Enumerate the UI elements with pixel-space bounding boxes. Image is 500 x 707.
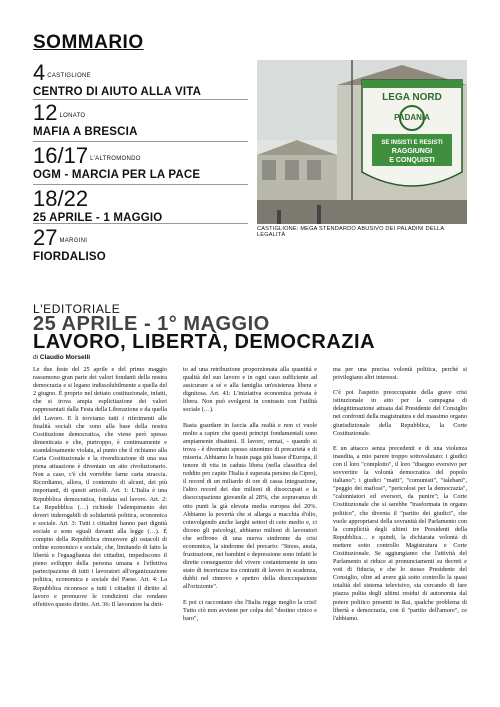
toc-page-number: 12 bbox=[33, 100, 58, 125]
article-column-1 bbox=[33, 366, 167, 616]
toc-title: MAFIA A BRESCIA bbox=[33, 126, 138, 138]
photo-illustration bbox=[257, 60, 467, 224]
sommario-title: SOMMARIO bbox=[33, 32, 144, 53]
section-kicker: L'EDITORIALE bbox=[33, 302, 121, 316]
banner-line: LEGA NORD bbox=[382, 92, 442, 103]
photo-banner-building bbox=[257, 60, 467, 224]
banner-line: E CONQUISTI bbox=[389, 157, 435, 164]
byline-prefix: di bbox=[33, 354, 39, 361]
toc-title: OGM - MARCIA PER LA PACE bbox=[33, 169, 201, 181]
toc-item[interactable] bbox=[33, 188, 162, 224]
headline-dates: 25 APRILE - 1° MAGGIO bbox=[33, 313, 270, 335]
banner-line: PADANIA bbox=[394, 113, 430, 122]
toc-item[interactable] bbox=[33, 102, 138, 138]
paragraph: E poi ci raccontano che l'Italia regge meglio la crisi! Tutto ciò non avviene per colpa del "destino cinico e baro", bbox=[183, 598, 317, 622]
toc-location: CASTIGLIONE bbox=[47, 73, 91, 79]
paragraph: C'è poi l'aspetto preoccupante della grave crisi istituzionale in atto per la campagna di delegittimazione attuata dal Presidente del Consiglio nei confronti della magistratura e del massimo organo giurisdizionale della Repubblica, la Corte Costituzionale. bbox=[333, 389, 467, 437]
toc-location: MARGINI bbox=[59, 238, 88, 244]
toc-title: 25 APRILE - 1 MAGGIO bbox=[33, 212, 163, 224]
headline-title: LAVORO, LIBERTÀ, DEMOCRAZIA bbox=[33, 331, 376, 353]
article-column-3 bbox=[333, 366, 467, 630]
toc-page-number: 16/17 bbox=[33, 143, 89, 168]
article-column-2 bbox=[183, 366, 317, 630]
byline bbox=[33, 354, 90, 361]
toc-title: FIORDALISO bbox=[33, 251, 106, 263]
author: Claudio Morselli bbox=[39, 354, 91, 361]
toc-page-number: 18/22 bbox=[33, 186, 89, 211]
toc-page-number: 27 bbox=[33, 225, 58, 250]
banner-line: RAGGIUNGI bbox=[391, 148, 433, 155]
paragraph: Le due feste del 25 aprile e del primo maggio rassumono gran parte dei valori fondanti della nostra democrazia e si legano indissolubilmente a quella del 2 giugno. È proprio nel dettato costituzionale, infatti, che si trova ampia esplicitazione dei valori rappresentati dalla Festa della Liberazione e da quella del Lavoro. E li troviamo tutti i riferimenti alle finalità sociali che sono alla base della nostra Costituzione democratica, che viene però spesso dimenticata e che, purtroppo, è continuamente e scandalosamente violata, al punto che il richiamo alla Carta Costituzionale e la rivendicazione di una sua piena attuazione è diventato un atto rivoluzionario. Non a caso, c'è chi vorrebbe farne carta straccia. Ricordiamo, allora, il contenuto di alcuni, dei più importanti, di questi articoli. Art. 1: L'Italia è una Repubblica democratica, fondata sul lavoro. Art. 2: La Repubblica (…) richiede l'adempimento dei doveri inderogabili di solidarietà politica, economica e sociale. Art. 3: Tutti i cittadini hanno pari dignità sociale e sono eguali davanti alla legge (…). È compito della Repubblica rimuovere gli ostacoli di ordine economico e sociale, che, limitando di fatto la libertà e l'eguaglianza dei cittadini, impediscono il pieno sviluppo della persona umana e l'effettiva partecipazione di tutti i lavoratori all'organizzazione politica, economica e sociale del Paese. Art. 4: La Repubblica riconosce a tutti i cittadini il diritto al lavoro e promuove le condizioni che rendano effettivo questo diritto. Art. 36: Il lavoratore ha dirit- bbox=[33, 366, 167, 608]
toc-title: CENTRO DI AIUTO ALLA VITA bbox=[33, 86, 202, 98]
photo-caption: CASTIGLIONE: MEGA STENDARDO ABUSIVO DEI PALADINI DELLA LEGALITÀ bbox=[257, 226, 444, 238]
banner-line: SE INSISTI E RESISTI bbox=[381, 140, 443, 146]
paragraph: ma per una precisa volontà politica, perché si privilegiano altri interessi. bbox=[333, 366, 467, 382]
toc-item[interactable] bbox=[33, 62, 201, 98]
toc-location: LONATO bbox=[59, 113, 86, 119]
toc-divider bbox=[33, 141, 248, 142]
toc-item[interactable] bbox=[33, 227, 106, 263]
paragraph: E un attacco senza precedenti e di una violenza inaudita, a mio parere troppo sottovalutato: i giudici con il loro "complotto", il loro "disegno eversivo per sovvertire la volontà democratica del popolo italiano"; i giudici "matti", "comunisti", "talebani", "peggio dei mafiosi", "pericolosi per la democrazia", "calunniatori ed eversori, da punire"; la Corte Costituzionale che si sarebbe "trasformata in organo politico", che diventa il "partito dei giudici", che vuole appropriarsi della sovranità del Parlamento con la complicità degli ultimi tre Presidenti della Repubblica… e quindi, la dichiarata volontà di mettere sotto controllo Magistratura e Corte Costituzionale. Se aggiungiamo che l'attività del Parlamento si riduce ai pronunciamenti su decreti e voti di fiducia, e che lo stesso Presidente del Consiglio, oltre ad avere già sotto controllo la quasi totalità del sistema televisivo, sta cercando di fare piazza pulita degli ultimi residui di autonomia dal potere politico presenti in Rai, qualche problema di libertà e democrazia, con il "partito dell'amore", ce l'abbiamo. bbox=[333, 444, 467, 622]
toc-divider bbox=[33, 99, 248, 100]
paragraph: Basta guardare in faccia alla realtà e non ci vuole molto a capire che questi principi fondamentali sono ampiamente disattesi. Il lavoro, ormai, - quando si trova - è diventato spesso sinonimo di precarietà e di miseria. Abbiamo le buste paga più basse d'Europa, il tenore di vita in caduta libera (nella classifica del reddito pro capite l'Italia è superata persino da Cipro), il record di un miliardo di ore di cassa integrazione, l'altro record dei due milioni di disoccupati e la disoccupazione giovanile al 28%, che sopravanza di otto punti la già elevata media europea del 20%. Abbiamo la povertà che si allarga a macchia d'olio, coinvolgendo anche larghi settori di ceto medio e, ci dicono gli psicologi, abbiamo milioni di lavoratori che soffrono di una nuova sindrome da crisi economica, la sindrome del precario: "Stress, ansia, frustrazione, nei bambini e depressione sono infatti le dirette conseguenze del vivere costantemente in uno stato di incertezza tra contratti di lavoro in scadenza, dubbi nel rinnovo e spettro della disoccupazione all'orizzonte". bbox=[183, 421, 317, 591]
toc-divider bbox=[33, 223, 248, 224]
toc-page-number: 4 bbox=[33, 60, 46, 85]
toc-divider bbox=[33, 184, 248, 185]
toc-location: L'ALTROMONDO bbox=[90, 156, 141, 162]
toc-item[interactable] bbox=[33, 145, 200, 181]
paragraph: to ad una retribuzione proporzionata alla quantità e qualità del suo lavoro e in ogni caso sufficiente ad assicurare a sé e alla famiglia un'esistenza libera e dignitosa. Art. 41: L'iniziativa economica privata è libera. Non può svolgersi in contrasto con l'utilità sociale (…). bbox=[183, 366, 317, 414]
